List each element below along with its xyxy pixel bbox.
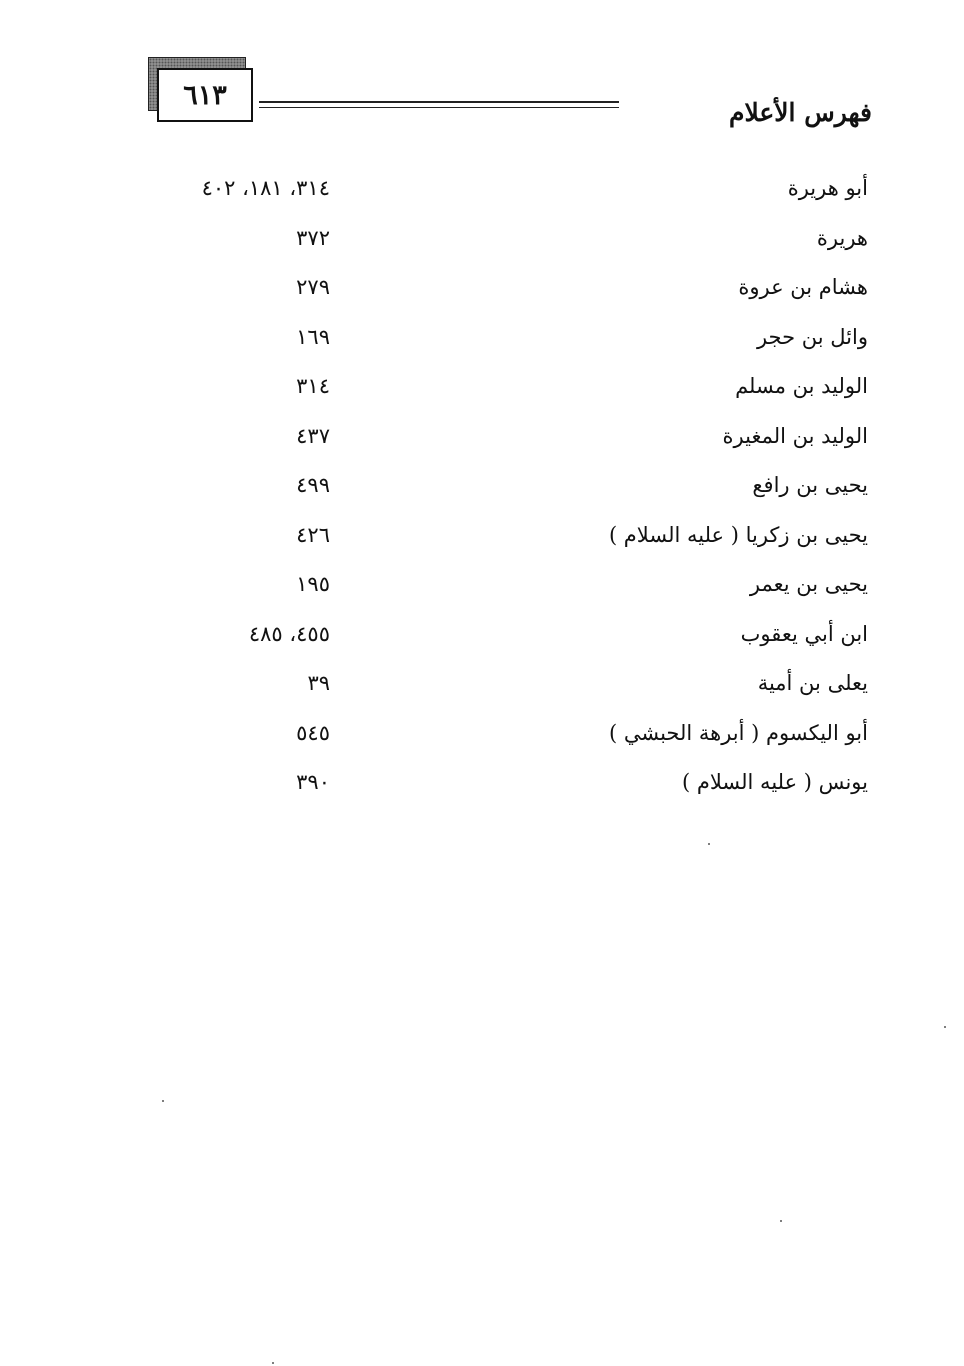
entry-pages: ٤٥٥، ٤٨٥	[248, 621, 330, 646]
index-entry	[0, 424, 964, 474]
index-entry	[0, 523, 964, 573]
entry-name: يعلى بن أمية	[757, 671, 868, 695]
index-entry	[0, 275, 964, 325]
scan-speck	[780, 1220, 782, 1222]
scan-speck	[272, 1362, 274, 1364]
header-rule	[259, 101, 619, 108]
entry-name: الوليد بن مسلم	[735, 374, 868, 398]
entry-pages: ٤٢٦	[296, 522, 330, 547]
entry-name: أبو هريرة	[787, 176, 868, 200]
page-title: فهرس الأعلام	[728, 98, 872, 127]
index-entry	[0, 671, 964, 721]
entry-name: يحيى بن زكريا ( عليه السلام )	[608, 522, 868, 547]
index-entry	[0, 473, 964, 523]
scan-speck	[162, 1100, 164, 1102]
entry-pages: ٤٩٩	[296, 473, 330, 497]
index-entry	[0, 721, 964, 771]
entry-name: ابن أبي يعقوب	[740, 621, 868, 646]
entry-pages: ٣٩	[307, 671, 330, 695]
entry-name: هشام بن عروة	[738, 275, 868, 299]
entry-pages: ٢٧٩	[296, 275, 330, 299]
index-list	[0, 176, 964, 820]
entry-pages: ١٦٩	[296, 324, 330, 349]
entry-name: وائل بن حجر	[756, 324, 868, 349]
entry-pages: ١٩٥	[296, 572, 330, 596]
entry-pages: ٣٧٢	[296, 225, 330, 250]
index-entry	[0, 622, 964, 672]
entry-name: هريرة	[816, 225, 868, 250]
entry-pages: ٥٤٥	[296, 720, 330, 745]
entry-name: يونس ( عليه السلام )	[682, 770, 868, 794]
index-entry	[0, 226, 964, 276]
index-entry	[0, 572, 964, 622]
entry-pages: ٣١٤	[296, 374, 330, 398]
index-entry	[0, 374, 964, 424]
entry-pages: ٣٩٠	[296, 770, 330, 794]
index-entry	[0, 325, 964, 375]
scan-speck	[944, 1026, 946, 1028]
entry-name: الوليد بن المغيرة	[722, 423, 868, 448]
entry-name: يحيى بن يعمر	[749, 572, 868, 596]
page-number: ٦١٣	[157, 68, 253, 122]
index-entry	[0, 176, 964, 226]
entry-name: أبو اليكسوم ( أبرهة الحبشي )	[608, 720, 868, 745]
entry-pages: ٤٣٧	[296, 423, 330, 448]
entry-pages: ٣١٤، ١٨١، ٤٠٢	[201, 176, 330, 200]
scan-speck	[708, 843, 710, 845]
entry-name: يحيى بن رافع	[752, 473, 868, 497]
index-entry	[0, 770, 964, 820]
